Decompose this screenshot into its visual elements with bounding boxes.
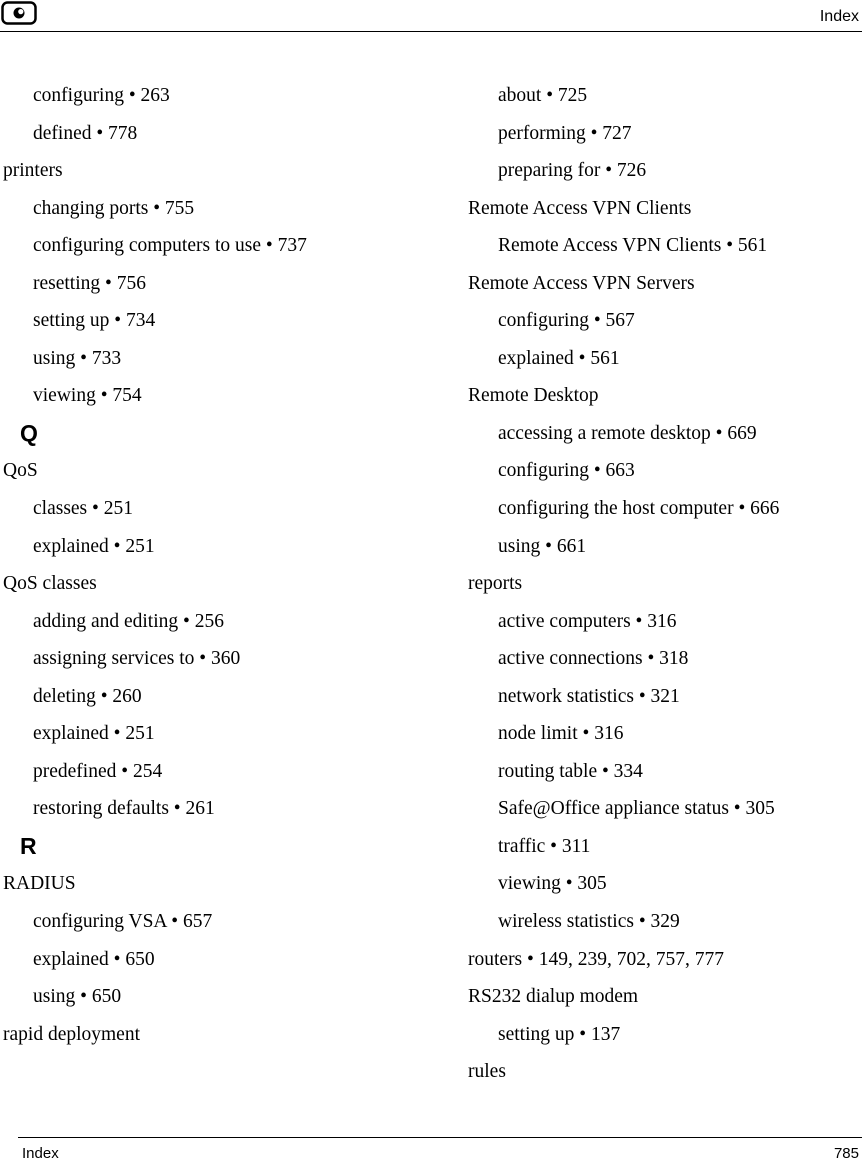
- index-subentry: accessing a remote desktop • 669: [498, 422, 757, 444]
- index-subentry: viewing • 305: [498, 873, 607, 895]
- index-subentry: active connections • 318: [498, 648, 689, 670]
- index-entry: Remote Access VPN Clients: [468, 197, 692, 219]
- index-entry: Remote Desktop: [468, 385, 599, 407]
- index-subentry: using • 650: [33, 986, 122, 1008]
- index-subentry: resetting • 756: [33, 272, 146, 294]
- index-subentry: using • 661: [498, 535, 587, 557]
- index-subentry: explained • 251: [33, 535, 155, 557]
- index-subentry: preparing for • 726: [498, 160, 647, 182]
- index-subentry: deleting • 260: [33, 685, 142, 707]
- company-logo-icon: [1, 1, 37, 25]
- index-subentry: configuring • 263: [33, 85, 170, 106]
- index-entry: QoS classes: [3, 573, 97, 595]
- index-entry: reports: [468, 573, 523, 595]
- page-number: 785: [833, 1145, 859, 1162]
- index-subentry: Safe@Office appliance status • 305: [498, 798, 775, 820]
- index-subentry: adding and editing • 256: [33, 610, 224, 632]
- index-entry: rules: [468, 1061, 506, 1083]
- index-subentry: node limit • 316: [498, 723, 624, 745]
- page-header: [0, 0, 862, 32]
- index-column-right: [468, 77, 858, 1091]
- index-subentry: assigning services to • 360: [33, 648, 241, 670]
- index-subentry: performing • 727: [498, 122, 632, 144]
- index-subentry: network statistics • 321: [498, 685, 680, 707]
- index-subentry: routing table • 334: [498, 760, 643, 782]
- index-subentry: viewing • 754: [33, 385, 142, 407]
- index-subentry: active computers • 316: [498, 610, 677, 632]
- index-subentry: changing ports • 755: [33, 197, 195, 219]
- index-entry: Remote Access VPN Servers: [468, 272, 695, 294]
- index-subentry: configuring • 567: [498, 310, 635, 332]
- index-subentry: setting up • 734: [33, 310, 156, 332]
- index-entry: RADIUS: [3, 873, 76, 895]
- index-subentry: explained • 561: [498, 347, 620, 369]
- index-subentry: wireless statistics • 329: [498, 911, 680, 933]
- index-subentry: defined • 778: [33, 122, 138, 144]
- index-subentry: using • 733: [33, 347, 122, 369]
- index-subentry: traffic • 311: [498, 835, 591, 857]
- index-subentry: predefined • 254: [33, 760, 163, 782]
- index-subentry: explained • 251: [33, 723, 155, 745]
- index-subentry: about • 725: [498, 85, 588, 106]
- index-subentry: classes • 251: [33, 498, 133, 520]
- index-column-left: [3, 77, 443, 1053]
- index-subentry: Remote Access VPN Clients • 561: [498, 235, 768, 257]
- index-subentry: setting up • 137: [498, 1023, 621, 1045]
- index-section-letter: Q: [20, 419, 38, 446]
- index-entry: rapid deployment: [3, 1023, 141, 1045]
- footer-divider: [18, 1137, 862, 1138]
- index-entry: printers: [3, 160, 63, 182]
- header-title: Index: [819, 8, 859, 25]
- index-entry: RS232 dialup modem: [468, 986, 639, 1008]
- footer-section-label: Index: [22, 1145, 59, 1162]
- index-subentry: configuring the host computer • 666: [498, 498, 780, 520]
- index-entry: QoS: [3, 460, 38, 482]
- index-subentry: configuring VSA • 657: [33, 911, 213, 933]
- index-subentry: restoring defaults • 261: [33, 798, 215, 820]
- index-section-letter: R: [20, 832, 37, 859]
- index-subentry: configuring computers to use • 737: [33, 235, 307, 257]
- index-subentry: configuring • 663: [498, 460, 635, 482]
- index-entry: routers • 149, 239, 702, 757, 777: [468, 948, 724, 970]
- index-subentry: explained • 650: [33, 948, 155, 970]
